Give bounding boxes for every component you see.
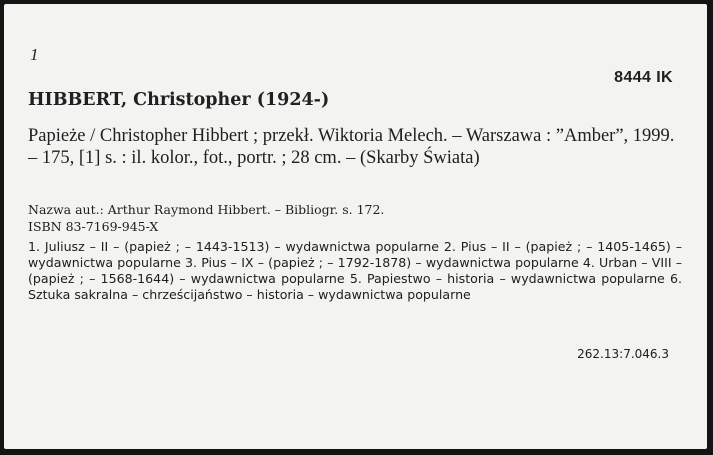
notes-block — [28, 201, 688, 235]
classification-number: 262.13:7.046.3 — [577, 347, 669, 361]
title-description: Papieże / Christopher Hibbert ; przekł. Wiktoria Melech. – Warszawa : ”Amber”, 1999. – 175, [1] s. : il. kolor., fot., portr. ; 28 cm. – (Skarby Świata) — [28, 126, 675, 168]
subject-headings: 1. Juliusz – II – (papież ; – 1443-1513) – wydawnictwa popularne 2. Pius – II – (papież ; – 1405-1465) – wydawnictwa popularne 3. Pius – IX – (papież ; – 1792-1878) – wydawnictwa popularne 4. Urban – VIII – (papież ; – 1568-1644) – wydawnictwa popularne 5. Papiestwo – historia – wydawnictwa popularne 6. Sztuka sakralna – chrześcijaństwo – historia – wydawnictwa popularne — [28, 239, 682, 302]
catalog-card — [4, 4, 707, 449]
isbn: ISBN 83-7169-945-X — [28, 219, 159, 234]
author-note: Nazwa aut.: Arthur Raymond Hibbert. – Bibliogr. s. 172. — [28, 202, 385, 217]
card-number: 1 — [30, 45, 39, 64]
call-number: 8444 IK — [614, 69, 673, 86]
author-heading: HIBBERT, Christopher (1924-) — [28, 90, 330, 110]
